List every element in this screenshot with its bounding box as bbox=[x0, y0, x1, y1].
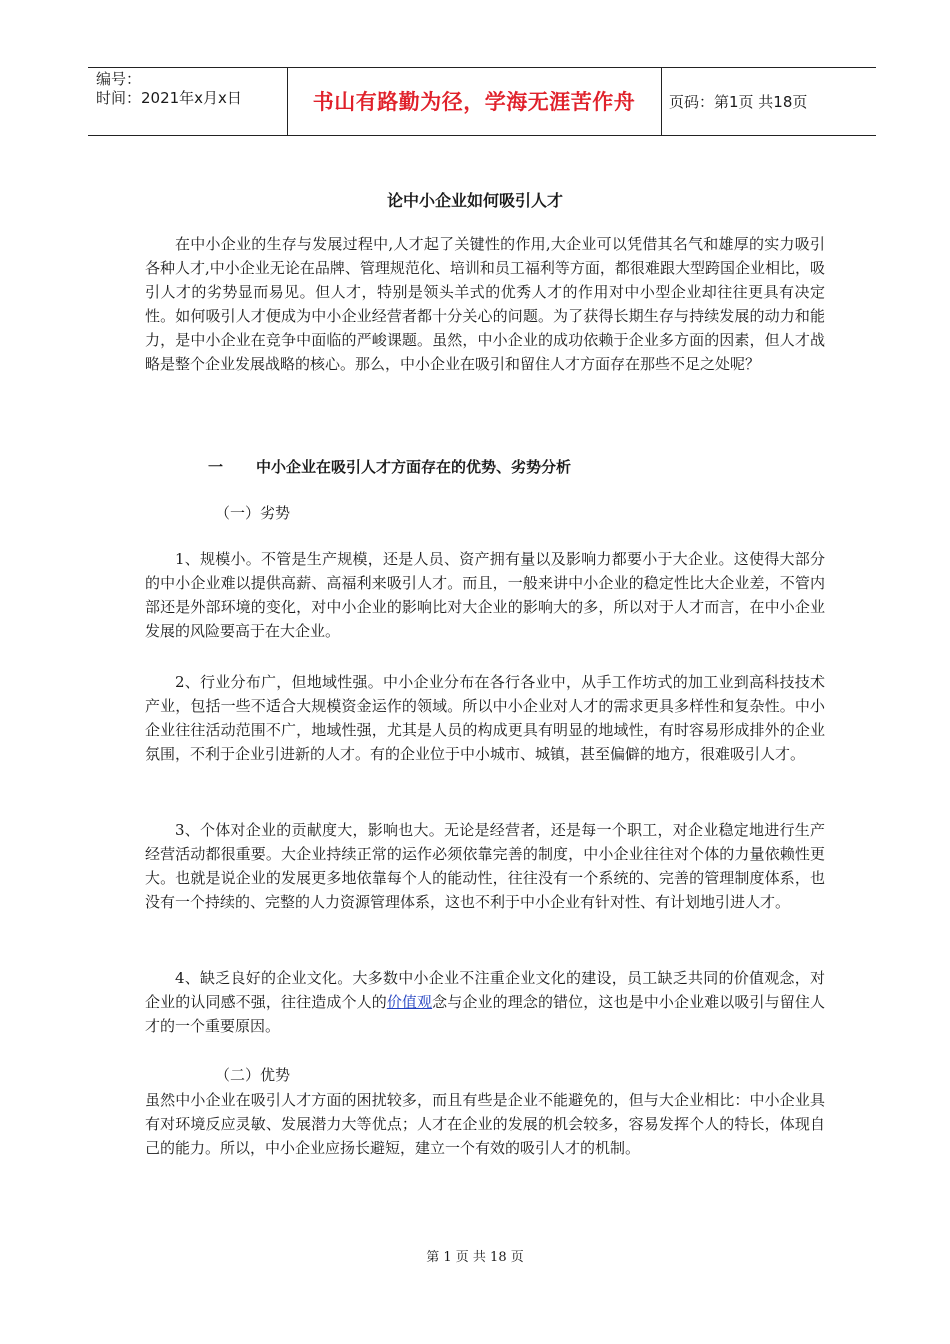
values-link[interactable]: 价值观 bbox=[386, 993, 433, 1011]
intro-paragraph: 在中小企业的生存与发展过程中,人才起了关键性的作用,大企业可以凭借其名气和雄厚的实力吸引各种人才,中小企业无论在品牌、管理规范化、培训和员工福利等方面，都很难跟大型跨国企业相比，吸引人才的劣势显而易见。但人才，特别是领头羊式的优秀人才的作用对中小型企业却往往更具有决定性。如何吸引人才便成为中小企业经营者都十分关心的问题。为了获得长期生存与持续发展的动力和能力，是中小企业在竞争中面临的严峻课题。虽然，中小企业的成功依赖于企业多方面的因素，但人才战略是整个企业发展战略的核心。那么，中小企业在吸引和留住人才方面存在那些不足之处呢？ bbox=[145, 235, 825, 373]
page-footer: 第 1 页 共 18 页 bbox=[426, 1250, 524, 1265]
subheading-advantages: （二）优势 bbox=[215, 1066, 291, 1084]
header-motto: 书山有路勤为径，学海无涯苦作舟 bbox=[312, 90, 636, 114]
disadvantage-point-4 bbox=[145, 966, 825, 1038]
disadvantage-point-1: 1、规模小。不管是生产规模，还是人员、资产拥有量以及影响力都要小于大企业。这使得大部分的中小企业难以提供高薪、高福利来吸引人才。而且，一般来讲中小企业的稳定性比大企业差，不管内部还是外部环境的变化，对中小企业的影响比对大企业的影响大的多，所以对于人才而言，在中小企业发展的风险要高于在大企业。 bbox=[145, 550, 825, 640]
point4-text: 4、缺乏良好的企业文化。大多数中小企业不注重企业文化的建设，员工缺乏共同的价值观念，对企业的认同感不强，往往造成个人的 bbox=[145, 969, 825, 1011]
point4-text: 念与企业的理念的错位，这也是中小企业难以吸引与留住人才的一个重要原因。 bbox=[145, 993, 825, 1035]
header-divider bbox=[661, 67, 662, 135]
section-number: 一 bbox=[208, 458, 224, 476]
header-bottom-rule bbox=[88, 135, 876, 136]
section-title: 中小企业在吸引人才方面存在的优势、劣势分析 bbox=[256, 458, 572, 476]
section-heading bbox=[208, 456, 571, 477]
number-label: 编号： bbox=[96, 70, 142, 88]
disadvantage-point-3: 3、个体对企业的贡献度大，影响也大。无论是经营者，还是每一个职工，对企业稳定地进行生产经营活动都很重要。大企业持续正常的运作必须依靠完善的制度，中小企业往往对个体的力量依赖性更大。也就是说企业的发展更多地依靠每个人的能动性，往往没有一个系统的、完善的管理制度体系，也没有一个持续的、完整的人力资源管理体系，这也不利于中小企业有针对性、有计划地引进人才。 bbox=[145, 821, 825, 911]
subheading-disadvantages: （一）劣势 bbox=[215, 504, 291, 522]
advantage-paragraph: 虽然中小企业在吸引人才方面的困扰较多，而且有些是企业不能避免的，但与大企业相比：中小企业具有对环境反应灵敏、发展潜力大等优点；人才在企业的发展的机会较多，容易发挥个人的特长，体现自己的能力。所以，中小企业应扬长避短，建立一个有效的吸引人才的机制。 bbox=[145, 1091, 825, 1157]
header-meta bbox=[96, 70, 242, 108]
document-title: 论中小企业如何吸引人才 bbox=[386, 191, 563, 210]
time-label: 时间：2021年x月x日 bbox=[96, 89, 242, 107]
header-divider bbox=[287, 67, 288, 135]
header-page-code: 页码：第1页 共18页 bbox=[669, 92, 808, 111]
disadvantage-point-2: 2、行业分布广，但地域性强。中小企业分布在各行各业中，从手工作坊式的加工业到高科技技术产业，包括一些不适合大规模资金运作的领域。所以中小企业对人才的需求更具多样性和复杂性。中小企业往往活动范围不广，地域性强，尤其是人员的构成更具有明显的地域性，有时容易形成排外的企业氛围，不利于企业引进新的人才。有的企业位于中小城市、城镇，甚至偏僻的地方，很难吸引人才。 bbox=[145, 673, 825, 763]
